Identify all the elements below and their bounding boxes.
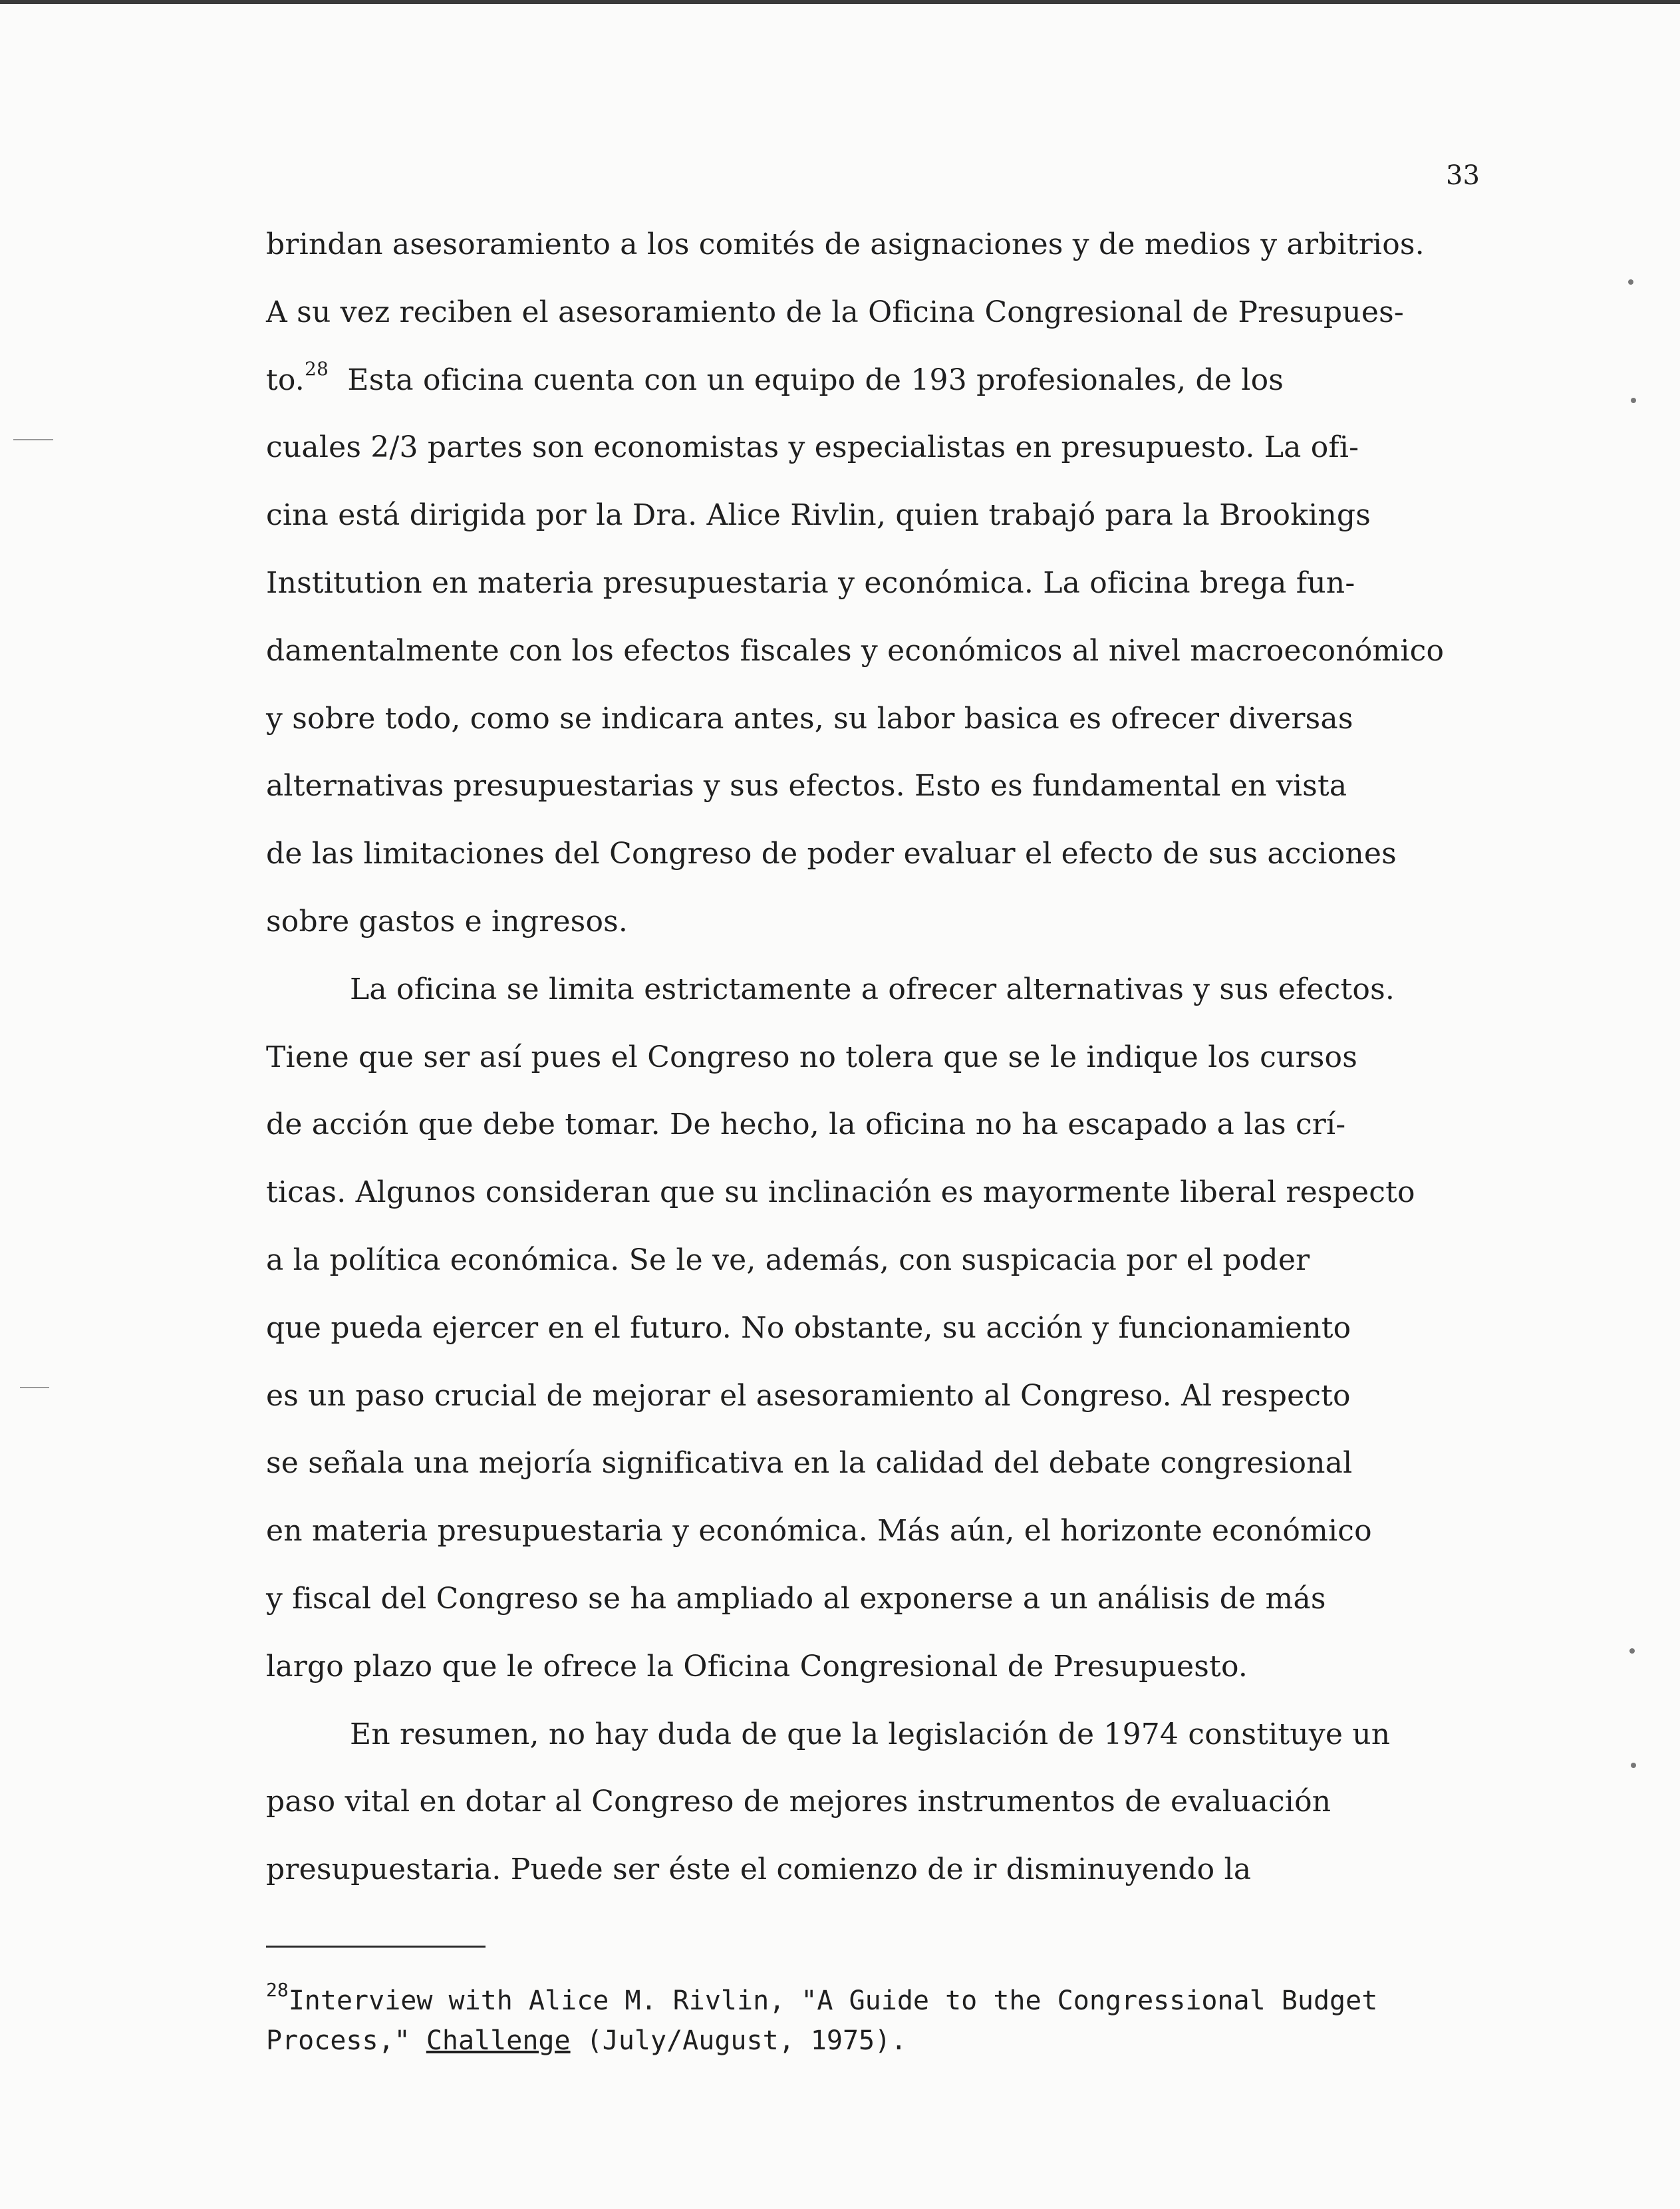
footnote-citation-suffix: (July/August, 1975). (570, 2025, 907, 2056)
body-line-2: A su vez reciben el asesoramiento de la Oficina Congresional de Presupues- (266, 295, 1404, 329)
scan-speck (1629, 1648, 1635, 1654)
body-line-3-text: Esta oficina cuenta con un equipo de 193 profesionales, de los (347, 363, 1284, 397)
body-line-4: cuales 2/3 partes son economistas y especialistas en presupuesto. La ofi- (266, 430, 1359, 464)
body-line-22: largo plazo que le ofrece la Oficina Congresional de Presupuesto. (266, 1650, 1248, 1684)
footnote-journal-title: Challenge (426, 2025, 571, 2056)
body-line-1: brindan asesoramiento a los comités de asignaciones y de medios y arbitrios. (266, 227, 1425, 261)
scan-speck (1631, 1763, 1636, 1768)
body-line-3 (266, 358, 1284, 400)
footnote-citation: Interview with Alice M. Rivlin, "A Guide to the Congressional Budget (288, 1986, 1378, 2016)
body-line-7: damentalmente con los efectos fiscales y económicos al nivel macroeconómico (266, 634, 1445, 668)
body-line-10: de las limitaciones del Congreso de poder evaluar el efecto de sus acciones (266, 837, 1397, 871)
body-line-6: Institution en materia presupuestaria y económica. La oficina brega fun- (266, 566, 1355, 600)
scan-top-edge (0, 0, 1680, 4)
footnote-line-1 (266, 1979, 1378, 2019)
footnote-separator (266, 1946, 486, 1948)
body-line-16: a la política económica. Se le ve, además, con suspicacia por el poder (266, 1243, 1310, 1277)
footnote-citation-prefix: Process," (266, 2025, 426, 2056)
scan-speck (1628, 279, 1633, 285)
body-line-9: alternativas presupuestarias y sus efectos. Esto es fundamental en vista (266, 769, 1347, 803)
body-line-17: que pueda ejercer en el futuro. No obstante, su acción y funcionamiento (266, 1311, 1351, 1345)
body-line-15: ticas. Algunos consideran que su inclinación es mayormente liberal respecto (266, 1175, 1415, 1209)
scan-speck (1631, 398, 1636, 403)
body-line-18: es un paso crucial de mejorar el asesoramiento al Congreso. Al respecto (266, 1379, 1351, 1413)
footnote-line-2 (266, 2022, 907, 2059)
body-line-11: sobre gastos e ingresos. (266, 905, 629, 939)
body-line-13: Tiene que ser así pues el Congreso no tolera que se le indique los cursos (266, 1040, 1358, 1074)
footnote-marker: 28 (266, 1979, 289, 2001)
body-line-25: presupuestaria. Puede ser éste el comienzo de ir disminuyendo la (266, 1852, 1252, 1886)
body-line-12: La oficina se limita estrictamente a ofrecer alternativas y sus efectos. (350, 972, 1395, 1006)
body-line-5: cina está dirigida por la Dra. Alice Rivlin, quien trabajó para la Brookings (266, 498, 1371, 532)
footnote-reference-28: 28 (305, 358, 329, 380)
body-line-19: se señala una mejoría significativa en la calidad del debate congresional (266, 1446, 1353, 1480)
body-line-20: en materia presupuestaria y económica. Más aún, el horizonte económico (266, 1514, 1372, 1548)
page-number: 33 (1446, 160, 1480, 191)
body-line-3-prefix: to. (266, 363, 305, 397)
body-line-21: y fiscal del Congreso se ha ampliado al exponerse a un análisis de más (266, 1582, 1326, 1616)
scan-margin-mark (13, 439, 53, 440)
body-line-14: de acción que debe tomar. De hecho, la oficina no ha escapado a las crí- (266, 1107, 1346, 1141)
body-line-8: y sobre todo, como se indicara antes, su labor basica es ofrecer diversas (266, 702, 1353, 736)
body-line-24: paso vital en dotar al Congreso de mejores instrumentos de evaluación (266, 1785, 1331, 1819)
scan-margin-mark (20, 1387, 49, 1388)
body-line-23: En resumen, no hay duda de que la legislación de 1974 constituye un (350, 1717, 1391, 1751)
